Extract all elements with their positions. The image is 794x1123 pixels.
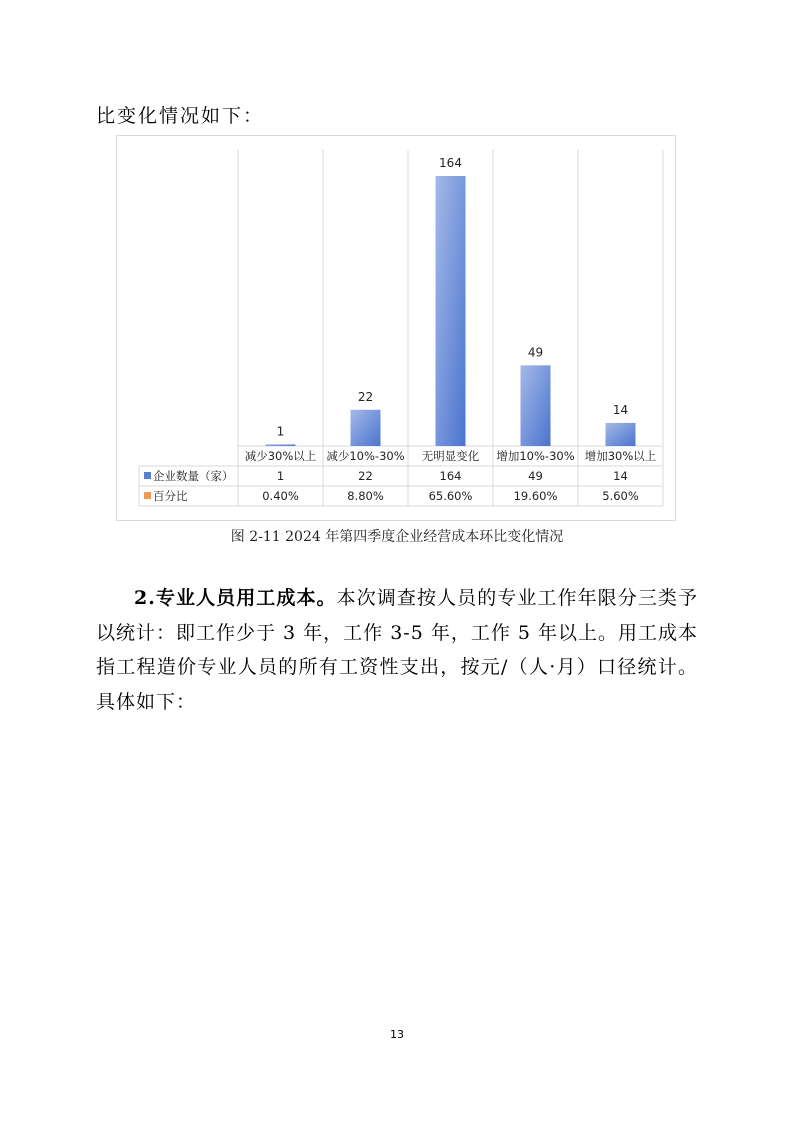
data-label: 164 <box>439 156 462 170</box>
table-cell: 164 <box>439 469 462 483</box>
category-label: 增加10%-30% <box>496 449 575 463</box>
series-label: 百分比 <box>153 489 188 503</box>
bar <box>266 444 296 446</box>
data-label: 22 <box>357 389 374 404</box>
category-label: 减少10%-30% <box>326 449 405 463</box>
figure-caption: 图 2-11 2024 年第四季度企业经营成本环比变化情况 <box>230 529 564 545</box>
bar <box>436 176 466 446</box>
legend-key <box>144 472 151 479</box>
table-cell: 5.60% <box>602 489 639 503</box>
intro-text: 比变化情况如下： <box>96 105 265 127</box>
data-label: 14 <box>612 402 629 417</box>
table-cell: 49 <box>528 469 543 483</box>
table-cell: 19.60% <box>513 489 558 503</box>
data-label: 49 <box>527 345 544 360</box>
bar <box>351 410 381 446</box>
series-label: 企业数量（家） <box>153 469 234 483</box>
table-cell: 8.80% <box>347 489 384 503</box>
category-label: 增加30%以上 <box>584 449 657 463</box>
category-label: 无明显变化 <box>421 449 480 463</box>
category-label: 减少30%以上 <box>244 449 317 463</box>
table-cell: 22 <box>358 469 373 483</box>
section-heading: 2.专业人员用工成本。 <box>134 587 337 609</box>
bar-chart <box>116 135 676 521</box>
page-number: 13 <box>390 1028 404 1041</box>
bar <box>606 423 636 446</box>
table-cell: 0.40% <box>262 489 299 503</box>
data-label: 1 <box>276 424 285 439</box>
table-cell: 14 <box>613 469 628 483</box>
section-paragraph <box>96 581 698 719</box>
section-body: 本次调查按人员的专业工作年限分三类予以统计：即工作少于 3 年，工作 3-5 年，工作 5 年以上。用工成本指工程造价专业人员的所有工资性支出，按元/（人·月）口径统计。具体如下： <box>96 587 699 713</box>
table-cell: 1 <box>276 469 285 483</box>
chart-svg <box>117 136 677 522</box>
legend-key <box>144 492 151 499</box>
bar <box>521 365 551 446</box>
table-cell: 65.60% <box>428 489 473 503</box>
